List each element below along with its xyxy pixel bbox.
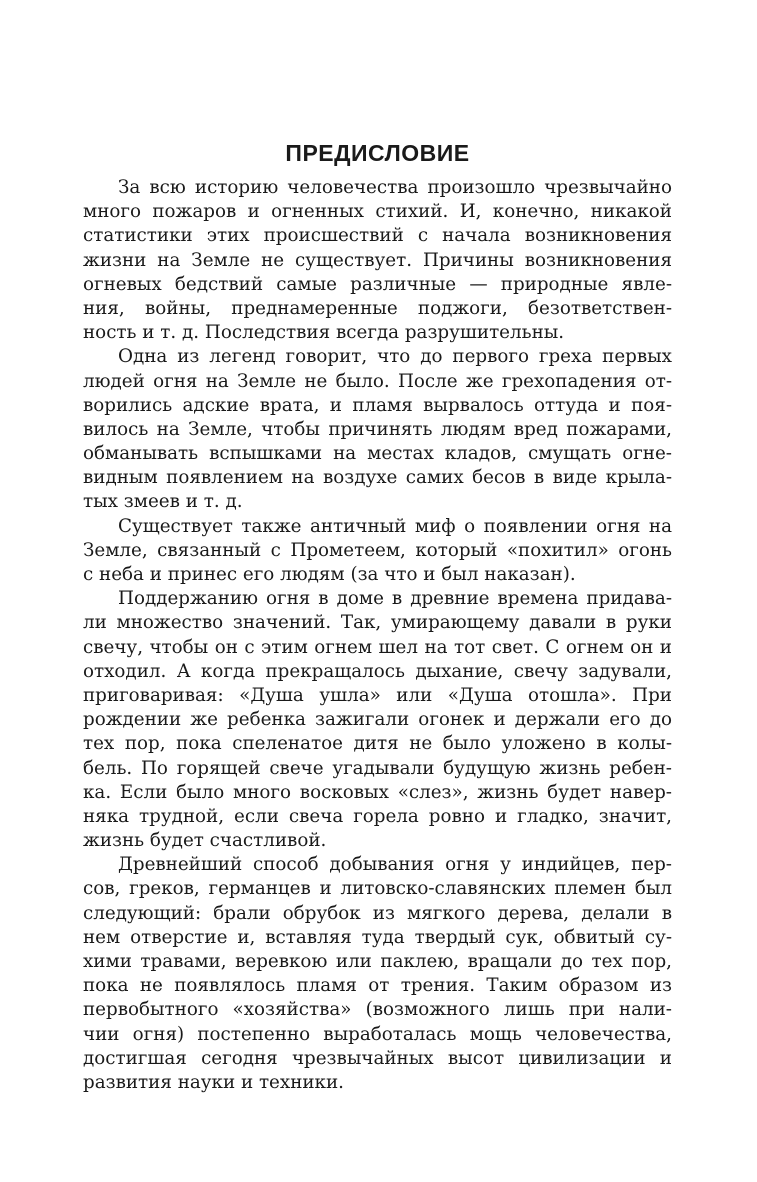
text-line: ли множество значений. Так, умирающему давали в руки xyxy=(83,612,672,634)
paragraph xyxy=(83,587,672,853)
text-line: людей огня на Земле не было. После же грехопадения от- xyxy=(83,370,672,392)
text-line: Земле, связанный с Прометеем, который «похитил» огонь xyxy=(83,539,672,561)
text-line: развития науки и техники. xyxy=(83,1071,344,1093)
text-line: рождении же ребенка зажигали огонек и держали его до xyxy=(83,709,672,731)
page-title: ПРЕДИСЛОВИЕ xyxy=(285,140,470,166)
text-line: отходил. А когда прекращалось дыхание, свечу задували, xyxy=(83,660,672,682)
text-line: ворились адские врата, и пламя вырвалось оттуда и поя- xyxy=(83,394,672,416)
text-line: свечу, чтобы он с этим огнем шел на тот свет. С огнем он и xyxy=(83,636,672,658)
text-line: пока не появлялось пламя от трения. Таким образом из xyxy=(83,975,672,997)
text-line: нем отверстие и, вставляя туда твердый сук, обвитый су- xyxy=(83,926,672,948)
paragraph xyxy=(83,345,672,514)
text-line: много пожаров и огненных стихий. И, конечно, никакой xyxy=(83,201,672,223)
text-line: Древнейший способ добывания огня у индийцев, пер- xyxy=(118,854,672,876)
text-line: Одна из легенд говорит, что до первого греха первых xyxy=(118,346,672,368)
text-line: вилось на Земле, чтобы причинять людям вред пожарами, xyxy=(83,418,672,440)
text-line: тех пор, пока спеленатое дитя не было уложено в колы- xyxy=(83,733,672,755)
paragraph xyxy=(83,176,672,345)
text-line: следующий: брали обрубок из мягкого дерева, делали в xyxy=(83,902,672,924)
text-line: обманывать вспышками на местах кладов, смущать огне- xyxy=(83,443,672,465)
text-line: жизнь будет счастливой. xyxy=(83,830,327,852)
text-line: с неба и принес его людям (за что и был наказан). xyxy=(83,564,576,585)
text-line: бель. По горящей свече угадывали будущую жизнь ребен- xyxy=(83,757,672,779)
text-line: За всю историю человечества произошло чрезвычайно xyxy=(118,177,672,198)
text-line: Поддержанию огня в доме в древние времена придава- xyxy=(118,588,672,610)
text-line: няка трудной, если свеча горела ровно и гладко, значит, xyxy=(83,805,672,827)
text-line: ность и т. д. Последствия всегда разрушительны. xyxy=(83,322,565,344)
text-line: чии огня) постепенно выработалась мощь человечества, xyxy=(83,1023,672,1045)
text-line: первобытного «хозяйства» (возможного лишь при нали- xyxy=(83,999,672,1021)
text-line: тых змеев и т. д. xyxy=(83,491,243,513)
text-line: хими травами, веревкою или паклею, вращали до тех пор, xyxy=(83,951,672,972)
text-line: сов, греков, германцев и литовско-славянских племен был xyxy=(83,878,672,900)
paragraph xyxy=(83,853,672,1095)
text-line: ка. Если было много восковых «слез», жизнь будет навер- xyxy=(83,781,672,803)
page-content xyxy=(83,138,672,1095)
text-line: Существует также античный миф о появлении огня на xyxy=(118,515,672,537)
text-line: статистики этих происшествий с начала возникновения xyxy=(83,225,672,247)
text-line: достигшая сегодня чрезвычайных высот цивилизации и xyxy=(83,1047,672,1069)
paragraph xyxy=(83,515,672,588)
body-text xyxy=(83,176,672,1095)
text-line: жизни на Земле не существует. Причины возникновения xyxy=(83,249,672,271)
text-line: ния, войны, преднамеренные поджоги, безответствен- xyxy=(83,297,672,319)
text-line: видным появлением на воздухе самих бесов в виде крыла- xyxy=(83,467,672,489)
text-line: приговаривая: «Душа ушла» или «Душа отошла». При xyxy=(83,684,672,706)
text-line: огневых бедствий самые различные — природные явле- xyxy=(83,273,672,295)
